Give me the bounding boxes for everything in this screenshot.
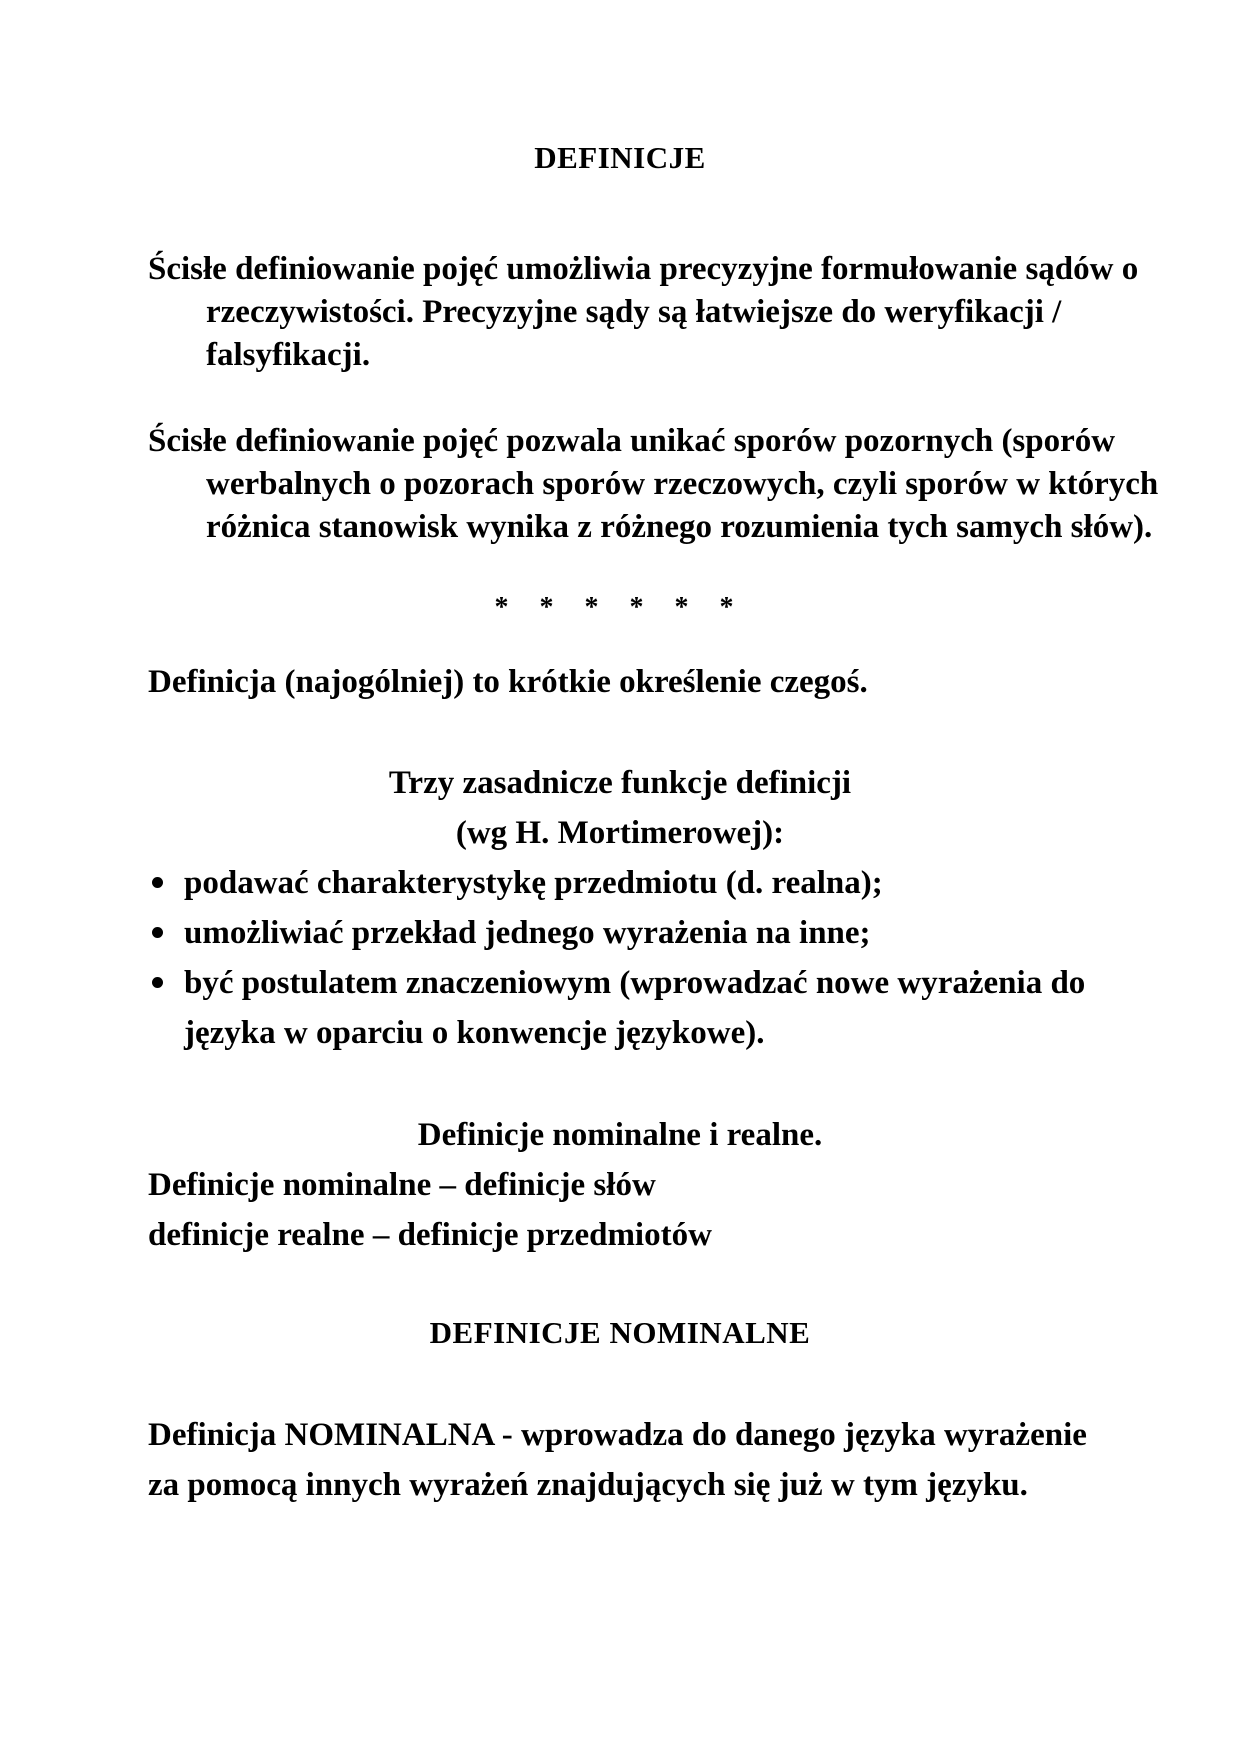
nominal-real-heading: Definicje nominalne i realne.	[417, 1117, 823, 1153]
functions-list	[148, 858, 1108, 1058]
bullet-icon	[152, 877, 163, 888]
functions-heading-line1: Trzy zasadnicze funkcje definicji	[388, 765, 852, 801]
real-definitions-line: definicje realne – definicje przedmiotów	[148, 1217, 712, 1253]
bullet-icon	[152, 927, 163, 938]
functions-heading-line2: (wg H. Mortimerowej):	[455, 815, 785, 851]
nominal-definitions-line: Definicje nominalne – definicje słów	[148, 1167, 656, 1203]
list-item	[148, 958, 1108, 1058]
list-item-text: być postulatem znaczeniowym (wprowadzać nowe wyrażenia do języka w oparciu o konwencje językowe).	[184, 965, 1086, 1051]
paragraph-disputes: Ścisłe definiowanie pojęć pozwala unikać sporów pozornych (sporów werbalnych o pozorach sporów rzeczowych, czyli sporów w których różnica stanowisk wynika z różnego rozumienia tych samych słów).	[148, 423, 1159, 545]
general-definition: Definicja (najogólniej) to krótkie określenie czegoś.	[148, 664, 868, 700]
list-item	[148, 908, 1108, 958]
list-item-text: podawać charakterystykę przedmiotu (d. realna);	[184, 865, 883, 901]
section-separator: * * * * * *	[494, 592, 746, 623]
list-item-text: umożliwiać przekład jednego wyrażenia na inne;	[184, 915, 871, 951]
list-item	[148, 858, 1108, 908]
bullet-icon	[152, 977, 163, 988]
nominal-section-heading: DEFINICJE NOMINALNE	[429, 1315, 811, 1350]
paragraph-precision: Ścisłe definiowanie pojęć umożliwia precyzyjne formułowanie sądów o rzeczywistości. Precyzyjne sądy są łatwiejsze do weryfikacji / falsyfikacji.	[148, 251, 1139, 373]
nominal-definition-paragraph: Definicja NOMINALNA - wprowadza do danego języka wyrażenie za pomocą innych wyrażeń znajdujących się już w tym języku.	[148, 1417, 1087, 1503]
page-title: DEFINICJE	[534, 140, 706, 175]
